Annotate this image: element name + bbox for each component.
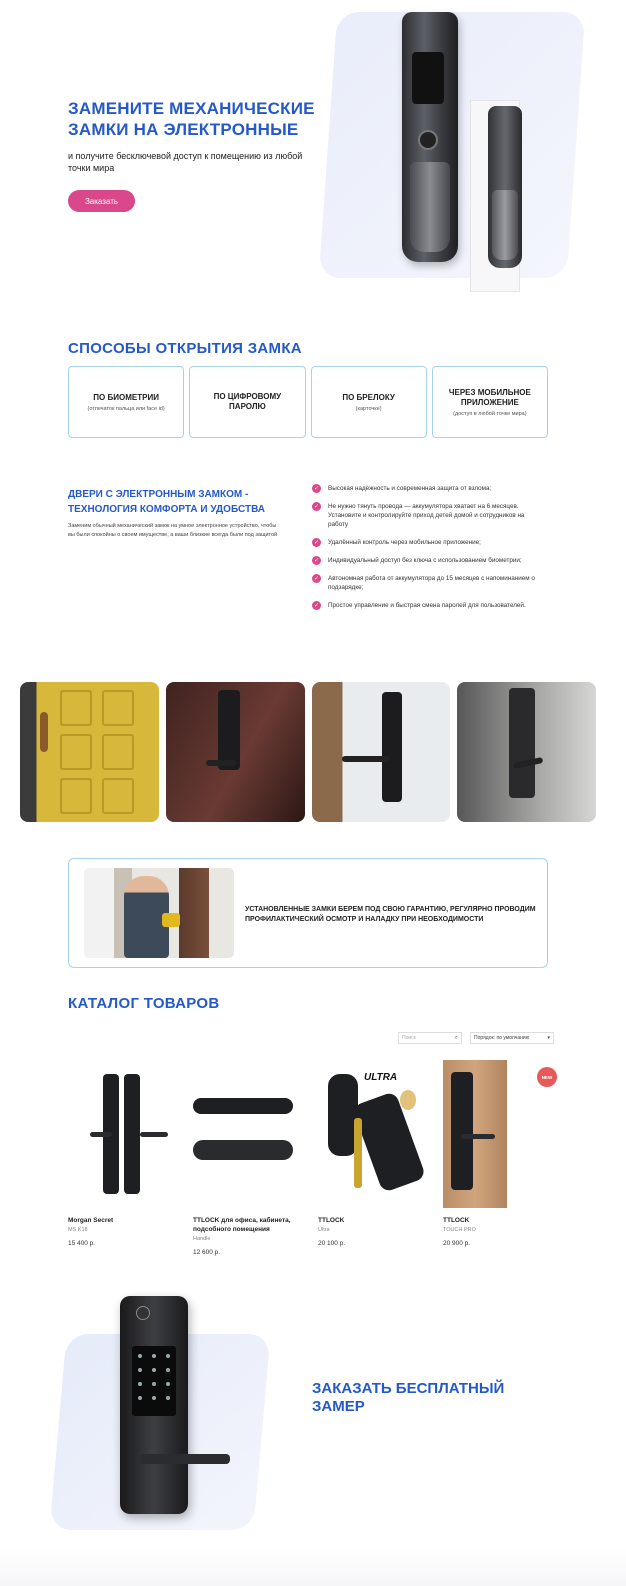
feature-text: Автономная работа от аккумулятора до 15 месяцев с напоминанием о подзарядке; [328,575,535,591]
check-icon: ✓ [313,603,320,609]
method-subtitle: (доступ в любой точке мира) [453,410,527,417]
search-placeholder: Поиск [402,1035,416,1041]
feature-text: Не нужно тянуть провода — аккумулятора хватает на 6 месяцев. Установите и контролируйте приход детей домой и сотрудников на работу [328,503,525,528]
hero-subtitle: и получите бесключевой доступ к помещению из любой точки мира [68,151,303,173]
product-card[interactable] [443,1060,553,1256]
catalog-title: КАТАЛОГ ТОВАРОВ [68,995,220,1012]
product-model: MS K18 [68,1227,88,1233]
warranty-card [68,858,548,968]
installer-photo [84,868,234,958]
product-card[interactable] [68,1060,168,1256]
feature-text: Высокая надёжность и современная защита от взлома; [328,485,492,492]
feature-text: Удалённый контроль через мобильное приложение; [328,539,481,546]
check-icon: ✓ [313,558,320,564]
check-icon: ✓ [313,504,320,510]
method-card-mobile-app [432,366,548,438]
method-title: ПО БРЕЛОКУ [342,392,395,402]
method-subtitle: (карточке) [355,405,382,412]
check-icon: ✓ [313,486,320,492]
method-card-keyfob [311,366,427,438]
method-subtitle: (отпечаток пальца или face id) [87,405,165,412]
method-card-password [189,366,305,438]
product-image[interactable] [193,1060,293,1208]
product-list [68,1060,553,1256]
product-image[interactable] [443,1060,507,1208]
doors-description: Заменим обычный механический замок на умное электронное устройство, чтобы вы были спокойны о своем имуществе, а ваши близкие всегда были под защитой [68,523,278,538]
gallery-photo-yellow-door [20,682,159,822]
new-badge: NEW [537,1067,557,1087]
product-model: TOUCH PRO [443,1227,476,1233]
product-name[interactable]: TTLOCK [443,1217,470,1224]
product-card[interactable] [318,1060,418,1256]
feature-item [312,601,542,610]
sort-label: Порядок: по умолчанию [474,1035,530,1041]
feature-item [312,574,542,592]
feature-item [312,538,542,547]
check-icon: ✓ [313,540,320,546]
product-brand-logo: ULTRA [364,1072,398,1083]
method-title: ПО ЦИФРОВОМУ ПАРОЛЮ [213,392,282,411]
product-price: 12 600 р. [193,1249,221,1256]
footer-fade [0,1546,626,1586]
catalog-search-input[interactable] [398,1032,462,1044]
product-model: Ultra [318,1227,330,1233]
methods-title: СПОСОБЫ ОТКРЫТИЯ ЗАМКА [68,340,302,357]
gallery-photo-grey-door [457,682,596,822]
catalog-sort-select[interactable] [470,1032,554,1044]
photo-gallery [20,682,596,822]
feature-text: Простое управление и быстрая смена паролей для пользователей. [328,602,526,609]
hero-title: ЗАМЕНИТЕ МЕХАНИЧЕСКИЕ ЗАМКИ НА ЭЛЕКТРОННЫЕ [68,99,315,139]
search-icon[interactable]: ⌕ [454,1034,458,1041]
free-measure-cta[interactable]: ЗАКАЗАТЬ БЕСПЛАТНЫЙ ЗАМЕР [312,1380,505,1415]
gallery-photo-glass-door [312,682,451,822]
product-card[interactable] [193,1060,293,1256]
chevron-down-icon: ▾ [547,1035,550,1041]
product-image[interactable] [68,1060,168,1208]
doors-title: ДВЕРИ С ЭЛЕКТРОННЫМ ЗАМКОМ - ТЕХНОЛОГИЯ КОМФОРТА И УДОБСТВА [68,489,266,515]
order-button[interactable]: Заказать [68,190,135,212]
features-list [312,484,542,619]
warranty-text: УСТАНОВЛЕННЫЕ ЗАМКИ БЕРЕМ ПОД СВОЮ ГАРАНТИЮ, РЕГУЛЯРНО ПРОВОДИМ ПРОФИЛАКТИЧЕСКИЙ ОСМОТР И НАЛАДКУ ПРИ НЕОБХОДИМОСТИ [245,906,536,923]
gallery-photo-red-door [166,682,305,822]
feature-text: Индивидуальный доступ без ключа с использованием биометрии; [328,557,522,564]
check-icon: ✓ [313,576,320,582]
product-image[interactable] [318,1060,418,1208]
product-price: 15 400 р. [68,1240,96,1247]
method-title: ПО БИОМЕТРИИ [93,392,159,402]
bottom-lock-image [120,1296,188,1514]
product-price: 20 100 р. [318,1240,346,1247]
product-price: 20 900 р. [443,1240,471,1247]
method-title: ЧЕРЕЗ МОБИЛЬНОЕ ПРИЛОЖЕНИЕ [448,387,531,407]
product-name[interactable]: TTLOCK для офиса, кабинета, подсобного помещения [193,1217,291,1233]
hero-lock-image [402,12,458,262]
product-model: Handle [193,1236,211,1242]
feature-item [312,556,542,565]
product-name[interactable]: TTLOCK [318,1217,345,1224]
feature-item [312,484,542,493]
product-name[interactable]: Morgan Secret [68,1217,114,1224]
method-card-biometry [68,366,184,438]
methods-list [68,366,548,438]
hero-lock-secondary-image [488,106,522,268]
feature-item [312,502,542,529]
